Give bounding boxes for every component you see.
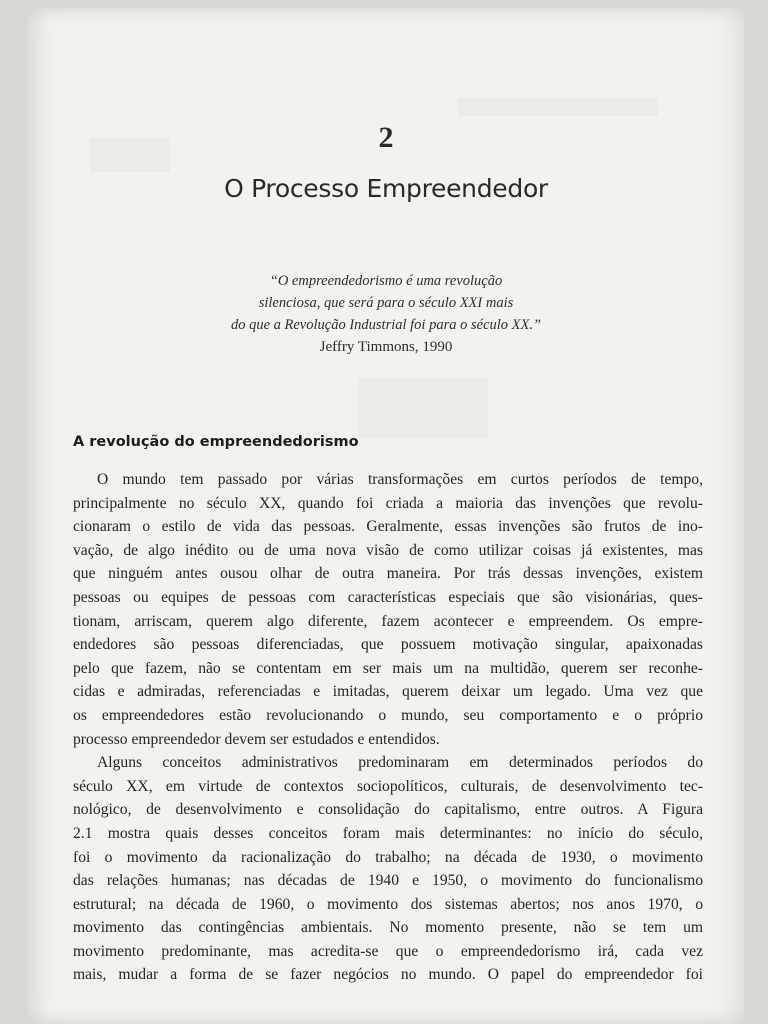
chapter-title: O Processo Empreendedor (224, 174, 548, 203)
epigraph-quote (28, 270, 744, 336)
text-line: que ninguém antes ousou olhar de outra maneira. Por trás dessas invenções, existem (73, 565, 703, 583)
epigraph-line: “O empreendedorismo é uma revolução (269, 273, 503, 289)
paragraph-1 (73, 468, 703, 751)
chapter-number: 2 (378, 121, 394, 154)
text-line: nológico, de desenvolvimento e consolidação do capitalismo, entre outros. A Figura (73, 801, 703, 819)
text-line: 2.1 mostra quais desses conceitos foram mais determinantes: no início do século, (73, 824, 703, 842)
book-page (28, 8, 744, 1024)
text-line: mais, mudar a forma de se fazer negócios no mundo. O papel do empreendedor foi (73, 966, 703, 984)
text-line: os empreendedores estão revolucionando o mundo, seu comportamento e o próprio (73, 706, 703, 724)
text-line: estrutural; na década de 1960, o movimento dos sistemas abertos; nos anos 1970, o (73, 895, 703, 913)
section-heading: A revolução do empreendedorismo (73, 434, 359, 450)
text-line: processo empreendedor devem ser estudados e entendidos. (73, 730, 440, 748)
show-through-shadow (358, 378, 488, 438)
body-text (73, 468, 703, 987)
text-line: Alguns conceitos administrativos predominaram em determinados períodos do (97, 754, 703, 772)
text-line: movimento predominante, mas acredita-se que o empreendedorismo irá, cada vez (73, 942, 703, 960)
text-line: endedores são pessoas diferenciadas, que possuem motivação singular, apaixonadas (73, 636, 703, 654)
text-line: pessoas ou equipes de pessoas com características especiais que são visionárias, ques- (73, 588, 703, 606)
paragraph-2 (73, 751, 703, 987)
text-line: século XX, em virtude de contextos sociopolíticos, culturais, de desenvolvimento tec- (73, 777, 703, 795)
text-line: vação, de algo inédito ou de uma nova visão de como utilizar coisas já existentes, mas (73, 541, 703, 559)
text-line: cidas e admiradas, referenciadas e imitadas, querem deixar um legado. Uma vez que (73, 683, 703, 701)
epigraph-attribution: Jeffry Timmons, 1990 (319, 339, 453, 355)
text-line: pelo que fazem, não se contentam em ser mais um na multidão, querem ser reconhe- (73, 659, 703, 677)
text-line: foi o movimento da racionalização do trabalho; na década de 1930, o movimento (73, 848, 703, 866)
text-line: das relações humanas; nas décadas de 1940 e 1950, o movimento do funcionalismo (73, 872, 703, 890)
text-line: O mundo tem passado por várias transformações em curtos períodos de tempo, (97, 471, 703, 488)
epigraph-line: silenciosa, que será para o século XXI mais (258, 295, 514, 311)
text-line: cionaram o estilo de vida das pessoas. Geralmente, essas invenções são frutos de ino- (73, 518, 703, 536)
show-through-shadow (458, 98, 658, 116)
epigraph-line: do que a Revolução Industrial foi para o século XX.” (230, 317, 542, 333)
text-line: movimento das contingências ambientais. No momento presente, não se tem um (73, 919, 703, 937)
text-line: principalmente no século XX, quando foi criada a maioria das invenções que revolu- (73, 494, 703, 512)
text-line: tionam, arriscam, querem algo diferente, fazem acontecer e empreendem. Os empre- (73, 612, 703, 630)
